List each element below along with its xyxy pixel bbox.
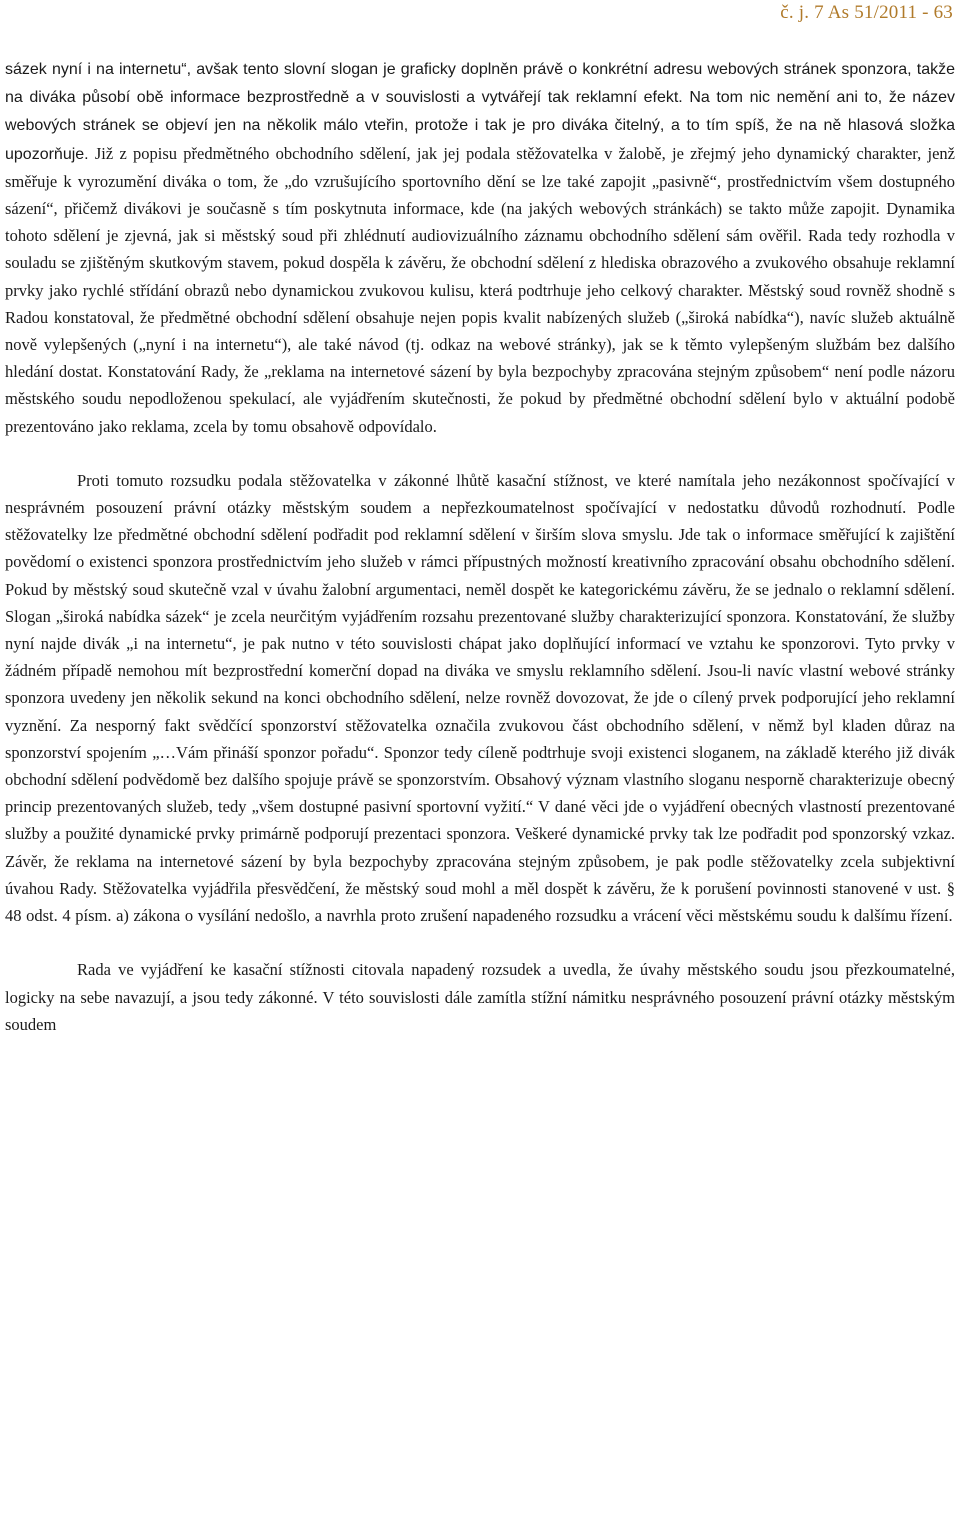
paragraph-1-sans-run: sázek nyní i na internetu“, avšak tento slovní slogan je graficky doplněn právě o konkrétní adresu webových stránek sponzora, takže na diváka působí obě informace bezprostředně a v souvislosti a vytvářejí tak reklamní efekt. Na tom nic nemění ani to, že název webových stránek se objeví jen na několik málo vteřin, protože i tak je pro diváka čitelný, a to tím spíš, že na ně hlasová složka upozorňuje. xyxy=(5,61,955,163)
paragraph-2: Proti tomuto rozsudku podala stěžovatelka v zákonné lhůtě kasační stížnost, ve které namítala jeho nezákonnost spočívající v nesprávném posouzení právní otázky městským soudem a nepřezkoumatelnost spočívající v nedostatku důvodů rozhodnutí. Podle stěžovatelky lze předmětné obchodní sdělení podřadit pod reklamní sdělení v širším slova smyslu. Jde tak o informace směřující k zajištění povědomí o existenci sponzora prostřednictvím jeho služeb v rámci přípustných možností kreativního zpracování obsahu obchodního sdělení. Pokud by městský soud skutečně vzal v úvahu žalobní argumentaci, neměl dospět ke kategorickému závěru, že se jednalo o reklamní sdělení. Slogan „široká nabídka sázek“ je zcela neurčitým vyjádřením rozsahu prezentované služby charakterizující sponzora. Konstatování, že služby nyní najde divák „i na internetu“, je pak nutno v této souvislosti chápat jako doplňující informací ve vztahu ke sponzorovi. Tyto prvky v žádném případě nemohou mít bezprostřední komerční dopad na diváka ve smyslu reklamního sdělení. Jsou-li navíc vlastní webové stránky sponzora uvedeny jen několik sekund na konci obchodního sdělení, nelze rovněž dovozovat, že jde o cílený prvek podporující jeho reklamní vyznění. Za nesporný fakt svědčící sponzorství stěžovatelka označila zvukovou část obchodního sdělení, v němž byl kladen důraz na sponzorství spojením „…Vám přináší sponzor pořadu“. Sponzor tedy cíleně podtrhuje svoji existenci sloganem, na základě kterého již divák obchodní sdělení podvědomě bez dalšího spojuje právě se sponzorstvím. Obsahový význam vlastního sloganu nesporně charakterizuje obecný princip prezentovaných služeb, tedy „všem dostupné pasivní sportovní vyžití.“ V dané věci jde o vyjádření obecných vlastností prezentované služby a použité dynamické prvky primárně podporují prezentaci sponzora. Veškeré dynamické prvky tak lze podřadit pod sponzorský vzkaz. Závěr, že reklama na internetové sázení by byla bezpochyby zpracována stejným způsobem, je pak podle stěžovatelky zcela subjektivní úvahou Rady. Stěžovatelka vyjádřila přesvědčení, že městský soud mohl a měl dospět k závěru, že k porušení povinnosti stanovené v ust. § 48 odst. 4 písm. a) zákona o vysílání nedošlo, a navrhla proto zrušení napadeného rozsudku a vrácení věci městskému soudu k dalšímu řízení. xyxy=(5,470,955,926)
paragraph-1-serif-run: Již z popisu předmětného obchodního sdělení, jak jej podala stěžovatelka v žalobě, je zřejmý jeho dynamický charakter, jenž směřuje k vyrozumění diváka o tom, že „do vzrušujícího sportovního dění se lze také zapojit „pasivně“, prostřednictvím všem dostupného sázení“, přičemž divákovi je současně s tím poskytnuta informace, kde (na jakých webových stránkách) se takto může zapojit. Dynamika tohoto sdělení je zjevná, jak si městský soud při zhlédnutí audiovizuálního záznamu obchodního sdělení sám ověřil. Rada tedy rozhodla v souladu se zjištěným skutkovým stavem, pokud dospěla k závěru, že obchodní sdělení z hlediska obrazového a zvukového obsahuje reklamní prvky jako rychlé střídání obrazů nebo dynamickou zvukovou kulisu, která podtrhuje jeho celkový charakter. Městský soud rovněž shodně s Radou konstatoval, že předmětné obchodní sdělení obsahuje nejen popis kvalit nabízených služeb („široká nabídka“), navíc služeb aktuálně nově vylepšených („nyní i na internetu“), ale také návod (tj. odkaz na webové stránky), jak se k těmto vylepšeným službám bez dalšího hledání dostat. Konstatování Rady, že „reklama na internetové sázení by byla bezpochyby zpracována stejným způsobem“ není podle názoru městského soudu nepodloženou spekulací, ale vyjádřením skutečnosti, že pokud by předmětné obchodní sdělení bylo v aktuální podobě prezentováno jako reklama, zcela by tomu obsahově odpovídalo. xyxy=(5,143,955,436)
paragraph-1 xyxy=(5,55,955,440)
document-body xyxy=(5,55,955,1038)
paragraph-3: Rada ve vyjádření ke kasační stížnosti citovala napadený rozsudek a uvedla, že úvahy městského soudu jsou přezkoumatelné, logicky na sebe navazují, a jsou tedy zákonné. V této souvislosti dále zamítla stížní námitku nesprávného posouzení právní otázky městským soudem xyxy=(5,960,955,1034)
case-number-header: č. j. 7 As 51/2011 - 63 xyxy=(780,2,953,23)
